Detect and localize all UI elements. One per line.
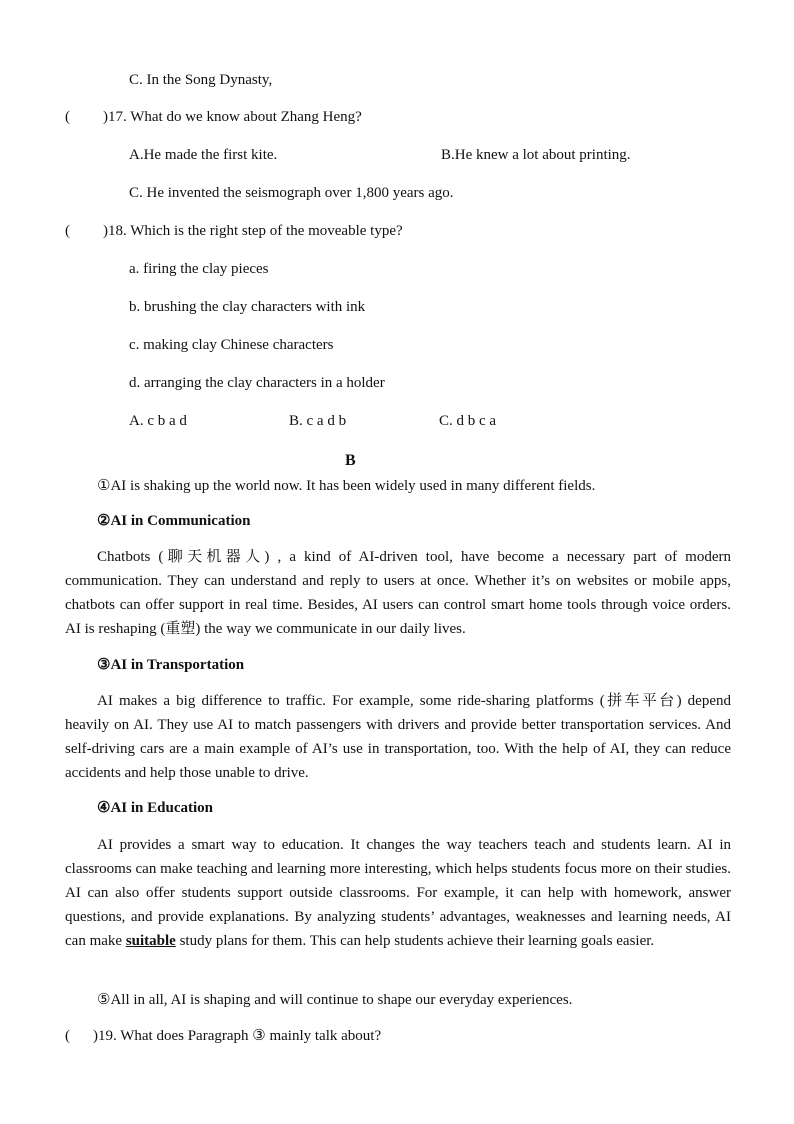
q16-option-c: C. In the Song Dynasty,: [129, 72, 273, 88]
answer-blank-close: ): [93, 1028, 98, 1044]
paragraph-1: ①AI is shaking up the world now. It has been widely used in many different fields.: [97, 478, 596, 494]
heading-communication: ②AI in Communication: [97, 513, 251, 529]
paragraph-communication: Chatbots (聊天机器人) , a kind of AI-driven tool, have become a necessary part of modern communication. They can understand and reply to users at once. Whether it’s on websites or mobile apps, chatbots can offer support in real time. Besides, AI users can control smart home tools through voice orders. AI is reshaping (重塑) the way we communicate in our daily lives.: [65, 549, 731, 637]
q18-option-b: B. c a d b: [289, 413, 347, 429]
q18-option-a: A. c b a d: [129, 413, 187, 429]
keyword-suitable: suitable: [125, 933, 176, 949]
heading-transportation: ③AI in Transportation: [97, 657, 245, 673]
q18-step: a. firing the clay pieces: [129, 261, 269, 277]
q19-question-line: [65, 1026, 381, 1046]
paragraph-education: AI provides a smart way to education. It changes the way teachers teach and students learn. AI in classrooms can make teaching and learning more interesting, which helps students focus more on their studies. AI can also offer students support outside classrooms. For example, it can help with homework, answer questions, and provide explanations. By analyzing students’ advantages, weaknesses and learning needs, AI can make suitable study plans for them. This can help students achieve their learning goals easier.: [65, 837, 731, 949]
q18-step: d. arranging the clay characters in a holder: [129, 375, 385, 391]
q18-option-c: C. d b c a: [439, 413, 497, 429]
q18-question: 18. Which is the right step of the moveable type?: [108, 223, 403, 239]
q17-question-line: [65, 107, 362, 127]
q18-step: c. making clay Chinese characters: [129, 337, 334, 353]
q17-option-c: C. He invented the seismograph over 1,800 years ago.: [129, 185, 454, 201]
heading-education: ④AI in Education: [97, 800, 213, 816]
answer-blank[interactable]: (: [65, 1028, 70, 1044]
q17-question: 17. What do we know about Zhang Heng?: [108, 109, 362, 125]
paragraph-conclusion: ⑤All in all, AI is shaping and will continue to shape our everyday experiences.: [97, 992, 573, 1008]
section-title: B: [345, 452, 356, 469]
q17-option-a: A.He made the first kite.: [129, 147, 278, 163]
answer-blank-close: ): [103, 223, 108, 239]
q18-question-line: [65, 221, 403, 241]
answer-blank[interactable]: (: [65, 109, 70, 125]
q17-option-b: B.He knew a lot about printing.: [441, 147, 631, 163]
q19-question: 19. What does Paragraph ③ mainly talk about?: [98, 1028, 382, 1044]
q18-step: b. brushing the clay characters with ink: [129, 299, 366, 315]
paragraph-transportation: AI makes a big difference to traffic. For example, some ride-sharing platforms (拼车平台) depend heavily on AI. They use AI to match passengers with drivers and provide better transportation services. And self-driving cars are a main example of AI’s use in transportation, too. With the help of AI, they can reduce accidents and help those unable to drive.: [65, 693, 731, 781]
answer-blank[interactable]: (: [65, 223, 70, 239]
answer-blank-close: ): [103, 109, 108, 125]
